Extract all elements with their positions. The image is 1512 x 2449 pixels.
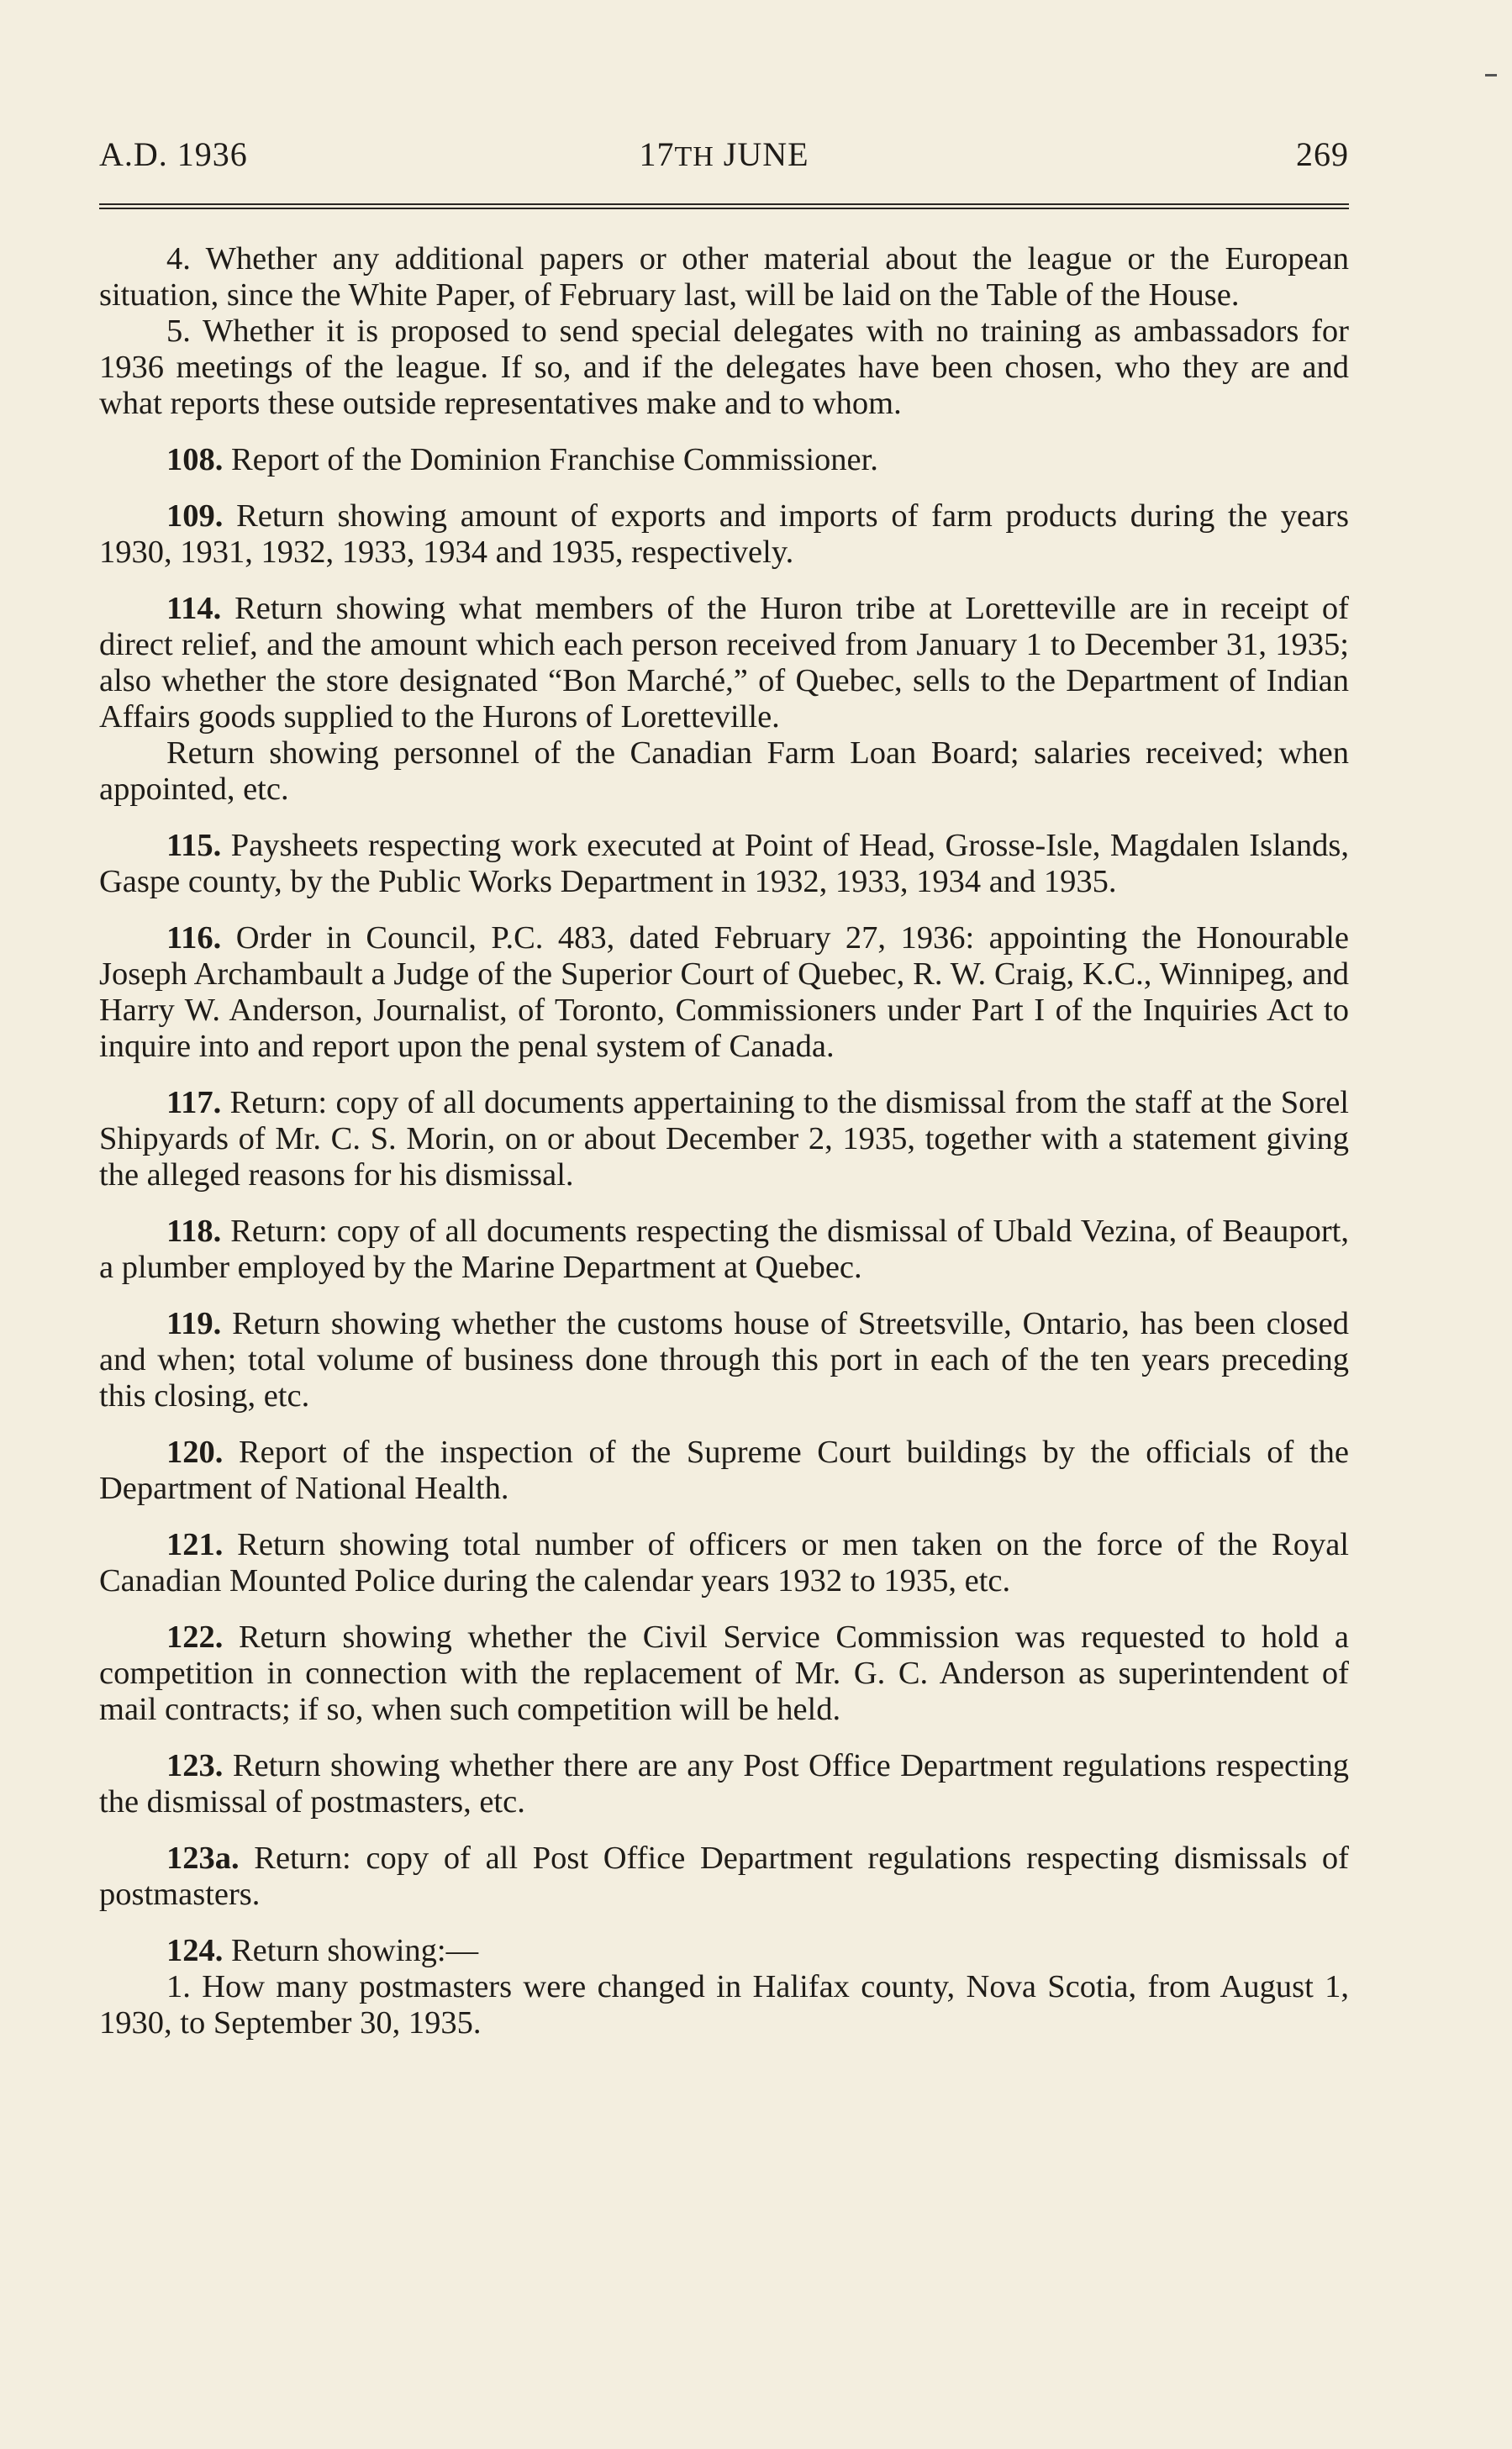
paragraph	[99, 1085, 1349, 1193]
header-double-rule	[99, 203, 1349, 209]
paragraph	[99, 442, 1349, 478]
item-number: 124.	[166, 1933, 224, 1968]
page-number: 269	[1296, 135, 1349, 173]
item-number: 123.	[166, 1748, 224, 1783]
item-number: 114.	[166, 591, 222, 626]
paragraph-text: 4. Whether any additional papers or other material about the league or the European situation, since the White Paper, of February last, will be laid on the Table of the House.	[99, 241, 1349, 313]
paragraph	[99, 828, 1349, 900]
paragraph-text: Return showing:—	[223, 1933, 479, 1968]
item-number: 121.	[166, 1527, 224, 1562]
paragraph-text: Report of the inspection of the Supreme Court buildings by the officials of the Department of National Health.	[99, 1435, 1349, 1506]
paragraph-text: Return: copy of all documents respecting the dismissal of Ubald Vezina, of Beauport, a plumber employed by the Marine Department at Quebec.	[99, 1214, 1349, 1285]
paragraph-text: Return showing whether the Civil Service Commission was requested to hold a competition in connection with the replacement of Mr. G. C. Anderson as superintendent of mail contracts; if so, when such competition will be held.	[99, 1620, 1349, 1727]
paragraph	[99, 1933, 1349, 1969]
paragraph	[99, 735, 1349, 808]
paragraph	[99, 1620, 1349, 1728]
paragraph	[99, 1841, 1349, 1913]
paragraph	[99, 498, 1349, 571]
paragraph-text: Return showing personnel of the Canadian Farm Loan Board; salaries received; when appointed, etc.	[99, 735, 1349, 807]
margin-mark	[1485, 74, 1497, 76]
paragraph-text: Report of the Dominion Franchise Commissioner.	[223, 442, 878, 477]
paragraph-text: Return showing amount of exports and imports of farm products during the years 1930, 1931, 1932, 1933, 1934 and 1935, respectively.	[99, 498, 1349, 570]
paragraph-text: Return showing whether the customs house of Streetsville, Ontario, has been closed and when; total volume of business done through this port in each of the ten years preceding this closing, etc.	[99, 1306, 1349, 1414]
paragraph	[99, 313, 1349, 422]
item-number: 109.	[166, 498, 224, 534]
paragraph-text: 1. How many postmasters were changed in Halifax county, Nova Scotia, from August 1, 1930, to September 30, 1935.	[99, 1969, 1349, 2041]
paragraph	[99, 1435, 1349, 1507]
item-number: 123a.	[166, 1841, 240, 1876]
item-number: 118.	[166, 1214, 222, 1249]
item-number: 119.	[166, 1306, 222, 1341]
item-number: 108.	[166, 442, 224, 477]
paragraph-text: Paysheets respecting work executed at Point of Head, Grosse-Isle, Magdalen Islands, Gaspe county, by the Public Works Department in 1932, 1933, 1934 and 1935.	[99, 828, 1349, 899]
body-text	[99, 241, 1349, 2041]
paragraph-text: Return showing total number of officers or men taken on the force of the Royal Canadian Mounted Police during the calendar years 1932 to 1935, etc.	[99, 1527, 1349, 1598]
paragraph	[99, 1969, 1349, 2041]
paragraph	[99, 1527, 1349, 1599]
header-date	[99, 134, 1349, 174]
paragraph	[99, 920, 1349, 1065]
header-month: JUNE	[714, 135, 809, 173]
item-number: 117.	[166, 1085, 222, 1120]
item-number: 116.	[166, 920, 222, 956]
paragraph-text: Return showing whether there are any Post Office Department regulations respecting the dismissal of postmasters, etc.	[99, 1748, 1349, 1820]
paragraph	[99, 241, 1349, 313]
item-number: 122.	[166, 1620, 224, 1655]
item-number: 120.	[166, 1435, 224, 1470]
paragraph-text: Return: copy of all documents appertaining to the dismissal from the staff at the Sorel Shipyards of Mr. C. S. Morin, on or about December 2, 1935, together with a statement giving the alleged reasons for his dismissal.	[99, 1085, 1349, 1193]
item-number: 115.	[166, 828, 222, 863]
header-year: A.D. 1936	[99, 135, 248, 173]
header-day: 17	[639, 135, 675, 173]
paragraph	[99, 1306, 1349, 1414]
header-day-suffix: TH	[674, 141, 714, 172]
paragraph-text: 5. Whether it is proposed to send special delegates with no training as ambassadors for 1936 meetings of the league. If so, and if the delegates have been chosen, who they are and what reports these outside representatives make and to whom.	[99, 313, 1349, 421]
paragraph-text: Order in Council, P.C. 483, dated February 27, 1936: appointing the Honourable Joseph Archambault a Judge of the Superior Court of Quebec, R. W. Craig, K.C., Winnipeg, and Harry W. Anderson, Journalist, of Toronto, Commissioners under Part I of the Inquiries Act to inquire into and report upon the penal system of Canada.	[99, 920, 1349, 1064]
paragraph	[99, 1748, 1349, 1820]
paragraph-text: Return: copy of all Post Office Department regulations respecting dismissals of postmasters.	[99, 1841, 1349, 1912]
paragraph	[99, 591, 1349, 735]
paragraph-text: Return showing what members of the Huron tribe at Loretteville are in receipt of direct relief, and the amount which each person received from January 1 to December 31, 1935; also whether the store designated “Bon Marché,” of Quebec, sells to the Department of Indian Affairs goods supplied to the Hurons of Loretteville.	[99, 591, 1349, 735]
paragraph	[99, 1214, 1349, 1286]
running-header	[99, 134, 1349, 185]
